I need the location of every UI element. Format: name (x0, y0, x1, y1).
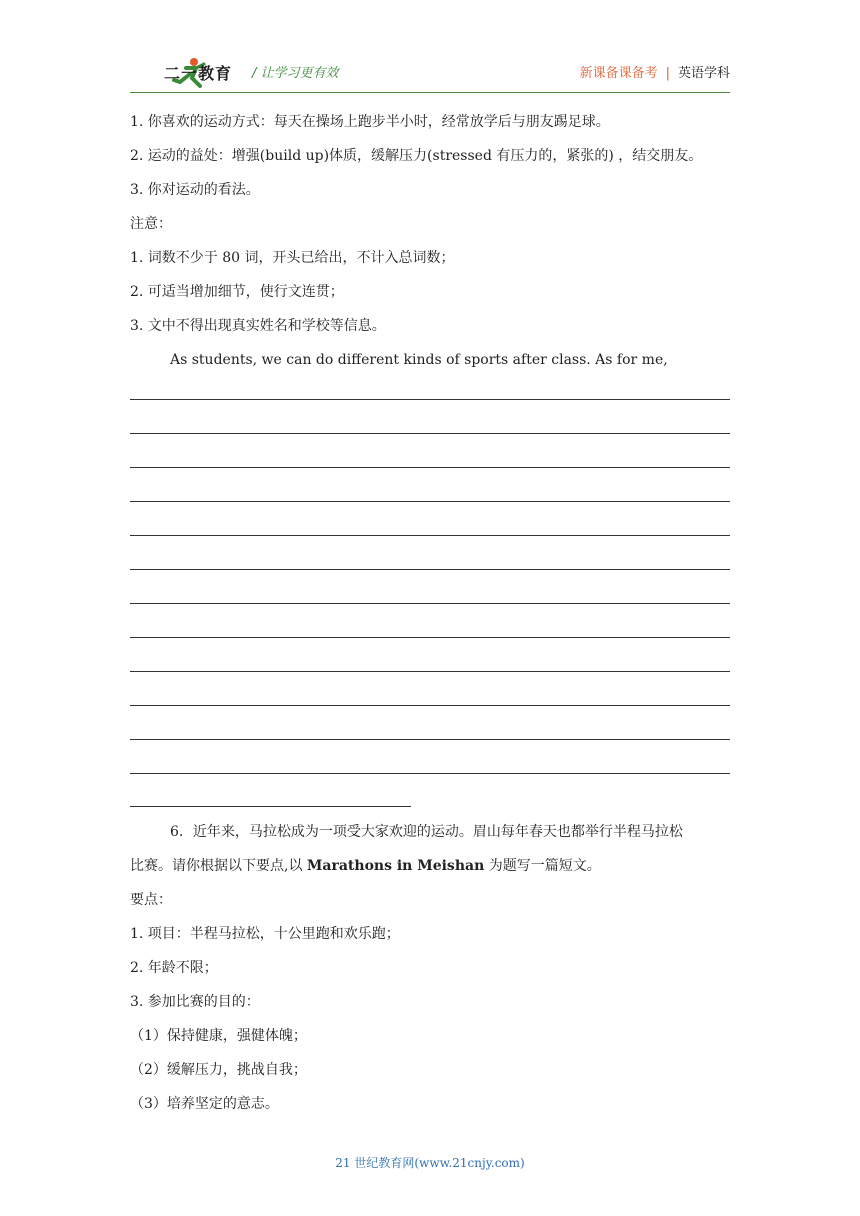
writing-line[interactable] (130, 569, 730, 570)
writing-line[interactable] (130, 705, 730, 706)
point-line: 3. 你对运动的看法。 (130, 182, 260, 198)
footer-source: 21 世纪教育网(www.21cnjy.com) (335, 1156, 525, 1170)
sub-point-line: （2）缓解压力，挑战自我； (130, 1062, 307, 1078)
writing-line[interactable] (130, 603, 730, 604)
page-header (130, 56, 730, 92)
note-title: 注意： (130, 216, 172, 232)
question-6-prompt-cont (130, 856, 601, 876)
writing-line[interactable] (130, 501, 730, 502)
sub-point-line: （1）保持健康，强健体魄； (130, 1028, 307, 1044)
point-line: 2. 年龄不限； (130, 960, 218, 976)
writing-line[interactable] (130, 671, 730, 672)
header-divider (130, 92, 730, 93)
points-title: 要点： (130, 892, 172, 908)
writing-line[interactable] (130, 433, 730, 434)
subject-label: 英语学科 (677, 66, 730, 81)
point-line: 1. 你喜欢的运动方式：每天在操场上跑步半小时，经常放学后与朋友踢足球。 (130, 114, 610, 130)
note-line: 1. 词数不少于 80 词，开头已给出，不计入总词数； (130, 250, 455, 266)
writing-line[interactable] (130, 739, 730, 740)
sub-point-line: （3）培养坚定的意志。 (130, 1096, 279, 1112)
writing-line[interactable] (130, 399, 730, 400)
essay-title: Marathons in Meishan (306, 858, 485, 874)
note-line: 2. 可适当增加细节，使行文连贯； (130, 284, 344, 300)
header-right (580, 62, 730, 81)
prompt-text: 为题写一篇短文。 (484, 858, 601, 874)
question-6-prompt: 6．近年来，马拉松成为一项受大家欢迎的运动。眉山每年春天也都举行半程马拉松 (170, 824, 683, 840)
writing-line[interactable] (130, 467, 730, 468)
writing-line[interactable] (130, 637, 730, 638)
writing-line[interactable] (130, 773, 730, 774)
point-line: 2. 运动的益处：增强(build up)体质，缓解压力(stressed 有压力的，紧张的) ，结交朋友。 (130, 148, 703, 164)
prompt-text: 比赛。请你根据以下要点,以 (130, 858, 307, 874)
writing-line[interactable] (130, 806, 411, 807)
point-line: 1. 项目：半程马拉松，十公里跑和欢乐跑； (130, 926, 400, 942)
header-separator: | (665, 66, 670, 81)
writing-line[interactable] (130, 535, 730, 536)
note-line: 3. 文中不得出现真实姓名和学校等信息。 (130, 318, 386, 334)
course-tag: 新课备课备考 (579, 66, 658, 81)
brand-name: 二一教育 (164, 64, 233, 83)
slogan: / 让学习更有效 (252, 66, 339, 81)
point-line: 3. 参加比赛的目的： (130, 994, 260, 1010)
essay-opening: As students, we can do different kinds of sports after class. As for me, (170, 352, 668, 368)
